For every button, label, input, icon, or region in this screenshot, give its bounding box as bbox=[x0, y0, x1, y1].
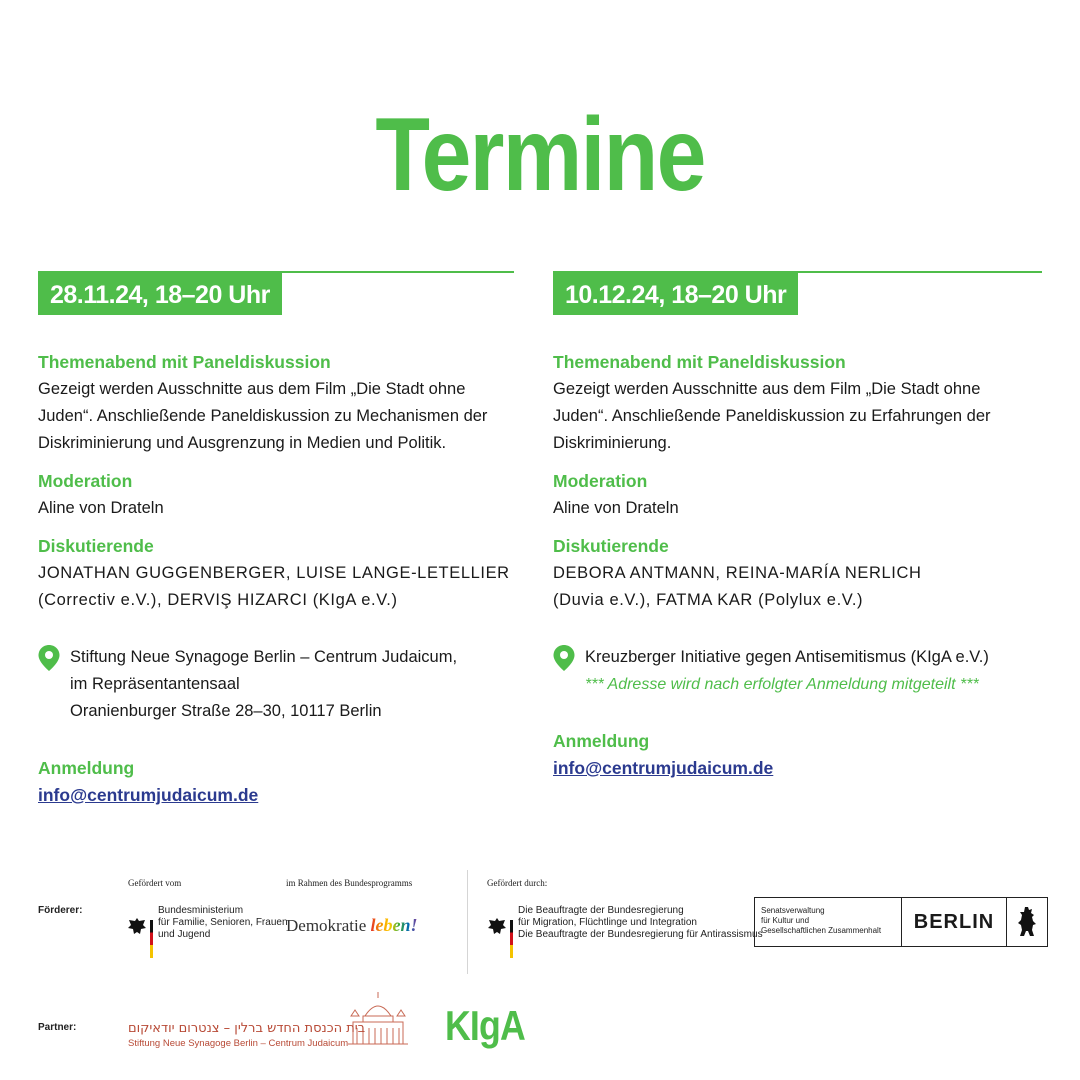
location-pin-icon bbox=[553, 645, 575, 671]
registration-heading: Anmeldung bbox=[38, 758, 135, 778]
topic-line: Juden“. Anschließende Paneldiskussion zu Mechanismen der bbox=[38, 407, 488, 425]
federal-eagle-icon bbox=[486, 902, 508, 952]
event-card-2 bbox=[553, 271, 1042, 782]
federal-flag-stripe bbox=[150, 920, 153, 958]
location-note: *** Adresse wird nach erfolgter Anmeldung mitgeteilt *** bbox=[585, 676, 979, 693]
gefoerdert-vom: Gefördert vom bbox=[128, 878, 182, 888]
topic-line: Diskriminierung und Ausgrenzung in Medien und Politik. bbox=[38, 434, 447, 452]
registration-email-link[interactable]: info@centrumjudaicum.de bbox=[38, 785, 259, 805]
topic-heading: Themenabend mit Paneldiskussion bbox=[553, 352, 846, 372]
topic-heading: Themenabend mit Paneldiskussion bbox=[38, 352, 331, 372]
panel-heading: Diskutierende bbox=[38, 536, 154, 556]
demokratie-leben-logo: Demokratie leben! bbox=[286, 915, 418, 935]
bundesprogramm-label: im Rahmen des Bundesprogramms bbox=[286, 878, 413, 888]
panelist-line: (Duvia e.V.), FATMA KAR (Polylux e.V.) bbox=[553, 591, 864, 609]
moderator-name: Aline von Drateln bbox=[553, 499, 679, 517]
event-card-1 bbox=[38, 271, 514, 809]
partner-label: Partner: bbox=[38, 1022, 77, 1033]
topic-line: Diskriminierung. bbox=[553, 434, 672, 452]
senate-department: Senatsverwaltung für Kultur und Gesellschaftlichen Zusammenhalt bbox=[755, 898, 902, 946]
synagoge-hebrew-name: בית הכנסת החדש ברלין – צנטרום יודאיקום bbox=[128, 1021, 366, 1036]
gefoerdert-durch: Gefördert durch: bbox=[487, 878, 548, 888]
synagoge-building-icon bbox=[347, 990, 409, 1048]
federal-flag-stripe bbox=[510, 920, 513, 958]
leben-wordmark: leben! bbox=[370, 915, 418, 935]
event-location bbox=[553, 644, 1042, 698]
berlin-senate-logo bbox=[754, 897, 1048, 947]
location-line: im Repräsentantensaal bbox=[70, 675, 240, 693]
location-pin-icon bbox=[38, 645, 60, 671]
registration-heading: Anmeldung bbox=[553, 731, 650, 751]
panelist-line: (Correctiv e.V.), DERVIŞ HIZARCI (KIgA e.V.) bbox=[38, 591, 398, 609]
footer-divider bbox=[467, 870, 468, 974]
moderation-heading: Moderation bbox=[38, 471, 133, 491]
foerderer-label: Förderer: bbox=[38, 905, 83, 916]
page-title: Termine bbox=[375, 97, 705, 213]
event-location bbox=[38, 644, 514, 725]
berlin-bear-icon bbox=[1007, 898, 1047, 946]
berlin-wordmark: BERLIN bbox=[902, 898, 1007, 946]
panelist-line: DEBORA ANTMANN, REINA-MARÍA NERLICH bbox=[553, 564, 922, 582]
ministry-name: Bundesministerium für Familie, Senioren, Frauen und Jugend bbox=[158, 905, 288, 940]
moderation-heading: Moderation bbox=[553, 471, 648, 491]
location-line: Oranienburger Straße 28–30, 10117 Berlin bbox=[70, 702, 382, 720]
registration-email-link[interactable]: info@centrumjudaicum.de bbox=[553, 758, 774, 778]
event-date: 28.11.24, 18–20 Uhr bbox=[38, 273, 282, 315]
synagoge-german-name: Stiftung Neue Synagoge Berlin – Centrum Judaicum bbox=[128, 1038, 349, 1049]
event-date: 10.12.24, 18–20 Uhr bbox=[553, 273, 798, 315]
panelist-line: JONATHAN GUGGENBERGER, LUISE LANGE-LETELLIER bbox=[38, 564, 510, 582]
topic-line: Gezeigt werden Ausschnitte aus dem Film „Die Stadt ohne bbox=[553, 380, 981, 398]
location-line: Stiftung Neue Synagoge Berlin – Centrum Judaicum, bbox=[70, 648, 458, 666]
panel-heading: Diskutierende bbox=[553, 536, 669, 556]
federal-eagle-icon bbox=[126, 902, 148, 952]
kiga-logo: KIgA bbox=[445, 1002, 525, 1049]
beauftragte-name: Die Beauftragte der Bundesregierung für Migration, Flüchtlinge und Integration Die Beauftragte der Bundesregierung für Antirassismus bbox=[518, 905, 763, 940]
topic-line: Juden“. Anschließende Paneldiskussion zu Erfahrungen der bbox=[553, 407, 991, 425]
moderator-name: Aline von Drateln bbox=[38, 499, 164, 517]
topic-line: Gezeigt werden Ausschnitte aus dem Film „Die Stadt ohne bbox=[38, 380, 466, 398]
location-line: Kreuzberger Initiative gegen Antisemitismus (KIgA e.V.) bbox=[585, 648, 989, 666]
